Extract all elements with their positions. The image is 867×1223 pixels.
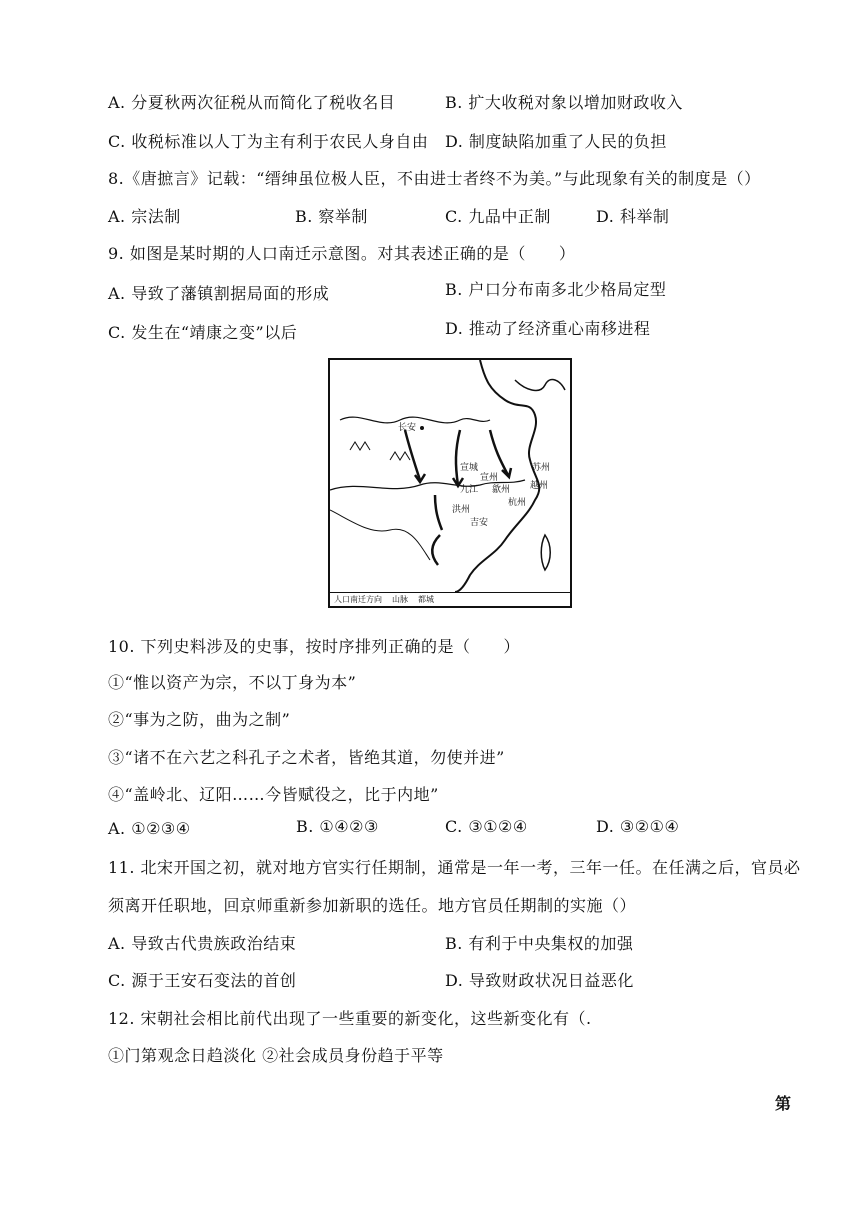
q12-stem: 12. 宋朝社会相比前代出现了一些重要的新变化，这些新变化有（.	[108, 1009, 592, 1028]
q8-option-b: B. 察举制	[295, 207, 368, 226]
legend-mountain: 山脉	[392, 595, 408, 604]
q9-option-a: A. 导致了藩镇割据局面的形成	[108, 284, 330, 303]
q8-option-a: A. 宗法制	[108, 207, 181, 226]
q10-option-b: B. ①④②③	[296, 817, 379, 836]
q9-stem: 9. 如图是某时期的人口南迁示意图。对其表述正确的是（ ）	[108, 244, 576, 263]
q11-option-a: A. 导致古代贵族政治结束	[108, 934, 297, 953]
capital-marker	[420, 426, 424, 430]
legend-migration: 人口南迁方向	[334, 595, 382, 604]
q10-item-1: ①“惟以资产为宗，不以丁身为本”	[108, 673, 357, 692]
migration-arrows	[405, 430, 511, 565]
q8-stem: 8.《唐摭言》记载：“缙绅虽位极人臣，不由进士者终不为美。”与此现象有关的制度是（）	[108, 169, 761, 188]
q7-option-d: D. 制度缺陷加重了人民的负担	[445, 132, 667, 151]
q12-items: ①门第观念日趋淡化 ②社会成员身份趋于平等	[108, 1046, 444, 1065]
q10-option-d: D. ③②①④	[596, 817, 680, 836]
q11-option-d: D. 导致财政状况日益恶化	[445, 971, 634, 990]
peninsula	[515, 380, 565, 391]
q10-stem: 10. 下列史料涉及的史事，按时序排列正确的是（ ）	[108, 637, 521, 656]
migration-map	[328, 358, 572, 608]
mountain-range	[350, 442, 410, 460]
map-label-hangzhou: 杭州	[508, 498, 527, 508]
map-label-yuezhou: 越州	[530, 481, 549, 491]
map-label-xuanzhou: 宣州	[480, 473, 499, 483]
map-drawing	[330, 360, 570, 592]
map-label-jiujiang: 九江	[460, 485, 479, 495]
map-label-shezhou: 歙州	[492, 485, 511, 495]
q10-item-4: ④“盖岭北、辽阳……今皆赋役之，比于内地”	[108, 785, 439, 804]
q9-option-c: C. 发生在“靖康之变”以后	[108, 323, 298, 342]
page-number-label: 第	[775, 1094, 792, 1113]
west-border	[330, 510, 430, 560]
q11-stem-line-2: 须离开任职地，回京师重新参加新职的选任。地方官员任期制的实施（）	[108, 896, 637, 915]
map-label-jian: 吉安	[470, 518, 489, 528]
map-label-hongzhou: 洪州	[452, 505, 471, 515]
q7-option-b: B. 扩大收税对象以增加财政收入	[445, 93, 683, 112]
q9-option-d: D. 推动了经济重心南移进程	[445, 319, 651, 338]
q9-option-b: B. 户口分布南多北少格局定型	[445, 280, 667, 299]
q11-stem-line-1: 11. 北宋开国之初，就对地方官实行任期制，通常是一年一考，三年一任。在任满之后，官员必	[108, 858, 801, 877]
q10-item-3: ③“诸不在六艺之科孔子之术者，皆绝其道，勿使并进”	[108, 748, 505, 767]
q8-option-c: C. 九品中正制	[445, 207, 551, 226]
map-label-suzhou: 苏州	[532, 463, 551, 473]
q11-option-b: B. 有利于中央集权的加强	[445, 934, 634, 953]
q7-option-c: C. 收税标准以人丁为主有利于农民人身自由	[108, 132, 429, 151]
q10-option-a: A. ①②③④	[108, 819, 191, 838]
map-legend	[330, 592, 570, 606]
q10-item-2: ②“事为之防，曲为之制”	[108, 710, 291, 729]
map-label-xuancheng: 宣城	[460, 463, 479, 473]
q8-option-d: D. 科举制	[596, 207, 670, 226]
legend-capital: 都城	[418, 595, 434, 604]
q11-option-c: C. 源于王安石变法的首创	[108, 971, 297, 990]
q10-option-c: C. ③①②④	[445, 817, 528, 836]
map-label-changan: 长安	[398, 423, 417, 433]
island-taiwan	[541, 535, 550, 570]
q7-option-a: A. 分夏秋两次征税从而简化了税收名目	[108, 93, 396, 112]
